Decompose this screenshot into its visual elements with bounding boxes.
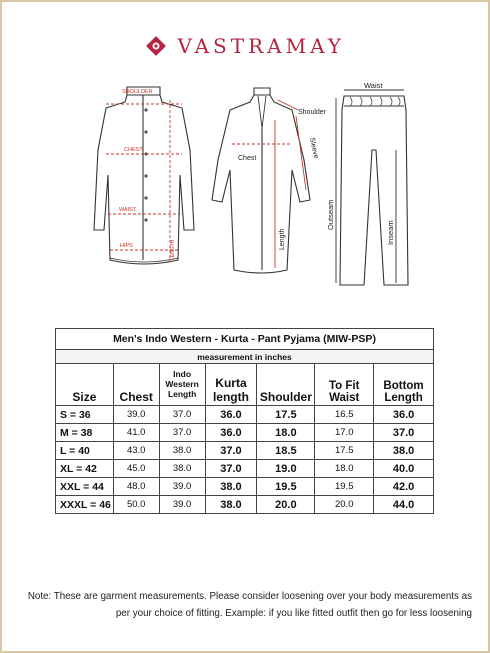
cell-kurta-length: 38.0 [205,478,257,496]
size-table-container [55,328,434,514]
table-subtitle-row [56,350,434,364]
cell-bottom-length: 38.0 [374,442,434,460]
table-row [56,406,434,424]
cell-size: XL = 42 [56,460,114,478]
cell-bottom-length: 40.0 [374,460,434,478]
cell-chest: 48.0 [113,478,159,496]
header-shoulder: Shoulder [257,364,315,406]
cell-indo-western-length: 38.0 [159,442,205,460]
cell-kurta-length: 37.0 [205,442,257,460]
cell-shoulder: 19.0 [257,460,315,478]
cell-shoulder: 17.5 [257,406,315,424]
garment-illustration [82,80,412,290]
kurta-side-drawing [212,88,310,273]
table-header-row [56,364,434,406]
header-size: Size [56,364,114,406]
kurta2-label-sleeve: Sleeve [308,136,320,160]
cell-kurta-length: 38.0 [205,496,257,514]
table-row [56,442,434,460]
cell-bottom-length: 44.0 [374,496,434,514]
cell-shoulder: 18.0 [257,424,315,442]
kurta2-label-length: Length [279,228,286,250]
kurta-label-waist: WAIST [119,207,137,213]
cell-to-fit-waist: 19.5 [315,478,374,496]
cell-kurta-length: 36.0 [205,424,257,442]
kurta2-label-chest: Chest [238,155,257,162]
kurta-front-drawing [94,87,194,264]
table-title-row [56,329,434,350]
cell-kurta-length: 36.0 [205,406,257,424]
cell-bottom-length: 37.0 [374,424,434,442]
size-table [55,328,434,514]
header-kurta-length: Kurta length [205,364,257,406]
cell-indo-western-length: 39.0 [159,496,205,514]
kurta-label-shoulder: SHOULDER [122,89,153,95]
kurta-label-length: LENGTH [170,239,176,260]
pant-label-inseam: Inseam [386,220,395,245]
cell-indo-western-length: 37.0 [159,406,205,424]
kurta-label-hips: HIPS [120,243,133,249]
cell-size: M = 38 [56,424,114,442]
brand-name: VASTRAMAY [177,34,345,58]
cell-indo-western-length: 37.0 [159,424,205,442]
cell-indo-western-length: 39.0 [159,478,205,496]
header-indo-western-length: Indo Western Length [159,364,205,406]
cell-chest: 50.0 [113,496,159,514]
kurta2-label-shoulder: Shoulder [298,109,327,116]
cell-to-fit-waist: 20.0 [315,496,374,514]
cell-to-fit-waist: 18.0 [315,460,374,478]
cell-size: XXL = 44 [56,478,114,496]
cell-size: XXXL = 46 [56,496,114,514]
cell-size: L = 40 [56,442,114,460]
pant-drawing [340,96,408,285]
cell-chest: 39.0 [113,406,159,424]
pant-label-outseam: Outseam [326,199,335,230]
table-row [56,424,434,442]
table-row [56,460,434,478]
kurta-label-chest: CHEST [124,147,143,153]
kurta-guides [106,100,182,262]
cell-to-fit-waist: 17.5 [315,442,374,460]
fit-note: Note: These are garment measurements. Please consider loosening over your body measurements as per your choice of fitting. Example: if you like fitted outfit then go for less loosening [27,591,472,619]
kurta-side-guides [232,100,306,268]
table-row [56,478,434,496]
table-title: Men's Indo Western - Kurta - Pant Pyjama (MIW-PSP) [56,329,434,350]
cell-kurta-length: 37.0 [205,460,257,478]
pant-label-waist: Waist [364,81,383,90]
header-chest: Chest [113,364,159,406]
cell-indo-western-length: 38.0 [159,460,205,478]
table-subtitle: measurement in inches [56,350,434,364]
cell-to-fit-waist: 16.5 [315,406,374,424]
cell-chest: 45.0 [113,460,159,478]
cell-bottom-length: 42.0 [374,478,434,496]
header-bottom-length: Bottom Length [374,364,434,406]
cell-shoulder: 18.5 [257,442,315,460]
brand-logo-icon [145,35,167,57]
cell-chest: 43.0 [113,442,159,460]
kurta-buttons [144,108,147,221]
cell-shoulder: 20.0 [257,496,315,514]
cell-size: S = 36 [56,406,114,424]
table-body [56,406,434,514]
table-row [56,496,434,514]
cell-chest: 41.0 [113,424,159,442]
brand-header [2,34,488,58]
cell-shoulder: 19.5 [257,478,315,496]
cell-to-fit-waist: 17.0 [315,424,374,442]
cell-bottom-length: 36.0 [374,406,434,424]
header-to-fit-waist: To Fit Waist [315,364,374,406]
